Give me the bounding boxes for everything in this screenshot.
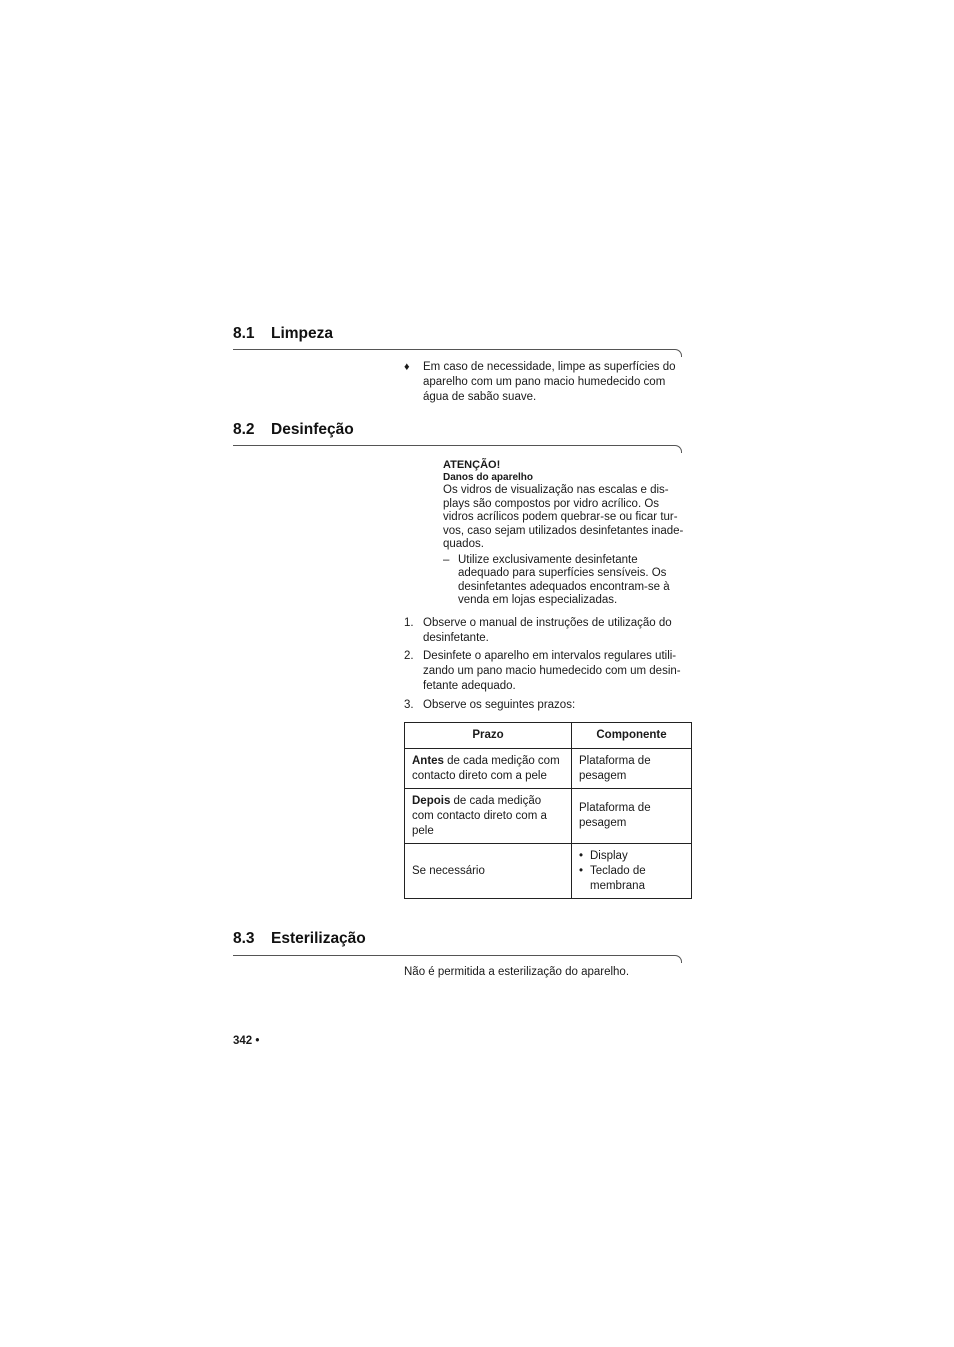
text-line: quados. xyxy=(443,538,484,550)
deadline-table xyxy=(404,722,692,899)
text-line: desinfetantes adequados encontram-se à xyxy=(458,580,670,593)
warning-subtitle: Danos do aparelho xyxy=(443,472,534,483)
list-item: • Teclado de membrana xyxy=(579,864,646,892)
emphasis: Antes xyxy=(412,754,444,767)
bullet-icon: • xyxy=(579,864,584,877)
text-line: plays são compostos por vidro acrílico. Os xyxy=(443,497,660,510)
section-number: 8.2 xyxy=(233,421,255,438)
bullet-icon: • xyxy=(579,849,584,862)
text-line: Desinfete o aparelho em intervalos regulares utili- xyxy=(423,650,677,662)
cleaning-instruction xyxy=(423,360,693,405)
page-number: 342 • xyxy=(233,1035,260,1047)
section-rule xyxy=(233,445,682,453)
text-line: Os vidros de visualização nas escalas e dis- xyxy=(443,484,669,496)
list-item: • Display xyxy=(579,849,628,862)
step-text xyxy=(423,649,695,694)
table-cell: Plataforma de pesagem xyxy=(572,749,692,789)
table-cell: Se necessário xyxy=(405,844,572,899)
text-line: vos, caso sejam utilizados desinfetantes inade- xyxy=(443,524,684,537)
table-row xyxy=(405,789,692,844)
table-cell xyxy=(405,789,572,844)
header-componente: Componente xyxy=(572,723,692,749)
section-title-desinfecao xyxy=(233,421,354,439)
table-row xyxy=(405,844,692,899)
section-number: 8.3 xyxy=(233,930,255,947)
text-line: vidros acrílicos podem quebrar-se ou ficar tur- xyxy=(443,511,678,523)
emphasis: Depois xyxy=(412,794,451,807)
component-list xyxy=(579,849,684,894)
text-line: água de sabão suave. xyxy=(423,391,537,403)
table-cell: Plataforma de pesagem xyxy=(572,789,692,844)
table-row xyxy=(405,749,692,789)
text-line: aparelho com um pano macio humedecido com xyxy=(423,376,666,388)
sterilization-note: Não é permitida a esterilização do aparelho. xyxy=(404,966,630,978)
diamond-bullet-icon: ♦ xyxy=(404,361,410,373)
table-cell xyxy=(405,749,572,789)
step-number: 2. xyxy=(404,650,414,662)
step-text xyxy=(423,616,695,646)
text-line: adequado para superfícies sensíveis. Os xyxy=(458,567,667,579)
warning-title: ATENÇÃO! xyxy=(443,459,501,471)
cell-text: de cada medição com contacto direto com a pele xyxy=(412,794,547,837)
section-rule xyxy=(233,349,682,357)
text-line: Observe os seguintes prazos: xyxy=(423,699,576,711)
table-header-row xyxy=(405,723,692,749)
text-line: Em caso de necessidade, limpe as superfícies do xyxy=(423,361,676,373)
section-name: Limpeza xyxy=(271,325,334,342)
section-name: Esterilização xyxy=(271,930,366,947)
text-line: venda em lojas especializadas. xyxy=(458,594,618,606)
cell-text: de cada medição com contacto direto com a pele xyxy=(412,754,560,782)
section-number: 8.1 xyxy=(233,325,255,342)
text-line: fetante adequado. xyxy=(423,680,516,692)
text-line: Observe o manual de instruções de utilização do xyxy=(423,617,672,629)
dash-mark: – xyxy=(443,553,450,566)
section-title-esterilizacao xyxy=(233,930,366,948)
section-rule xyxy=(233,955,682,963)
step-text xyxy=(423,698,695,713)
text-line: desinfetante. xyxy=(423,632,489,644)
section-title-limpeza xyxy=(233,325,333,343)
text-line: Utilize exclusivamente desinfetante xyxy=(458,553,638,566)
warning-body xyxy=(443,484,693,552)
warning-action xyxy=(443,554,693,608)
warning-box xyxy=(443,459,693,608)
step-number: 3. xyxy=(404,699,414,711)
header-prazo: Prazo xyxy=(405,723,572,749)
section-name: Desinfeção xyxy=(271,421,354,438)
table-cell xyxy=(572,844,692,899)
text-line: zando um pano macio humedecido com um desin- xyxy=(423,665,681,677)
step-number: 1. xyxy=(404,617,414,629)
